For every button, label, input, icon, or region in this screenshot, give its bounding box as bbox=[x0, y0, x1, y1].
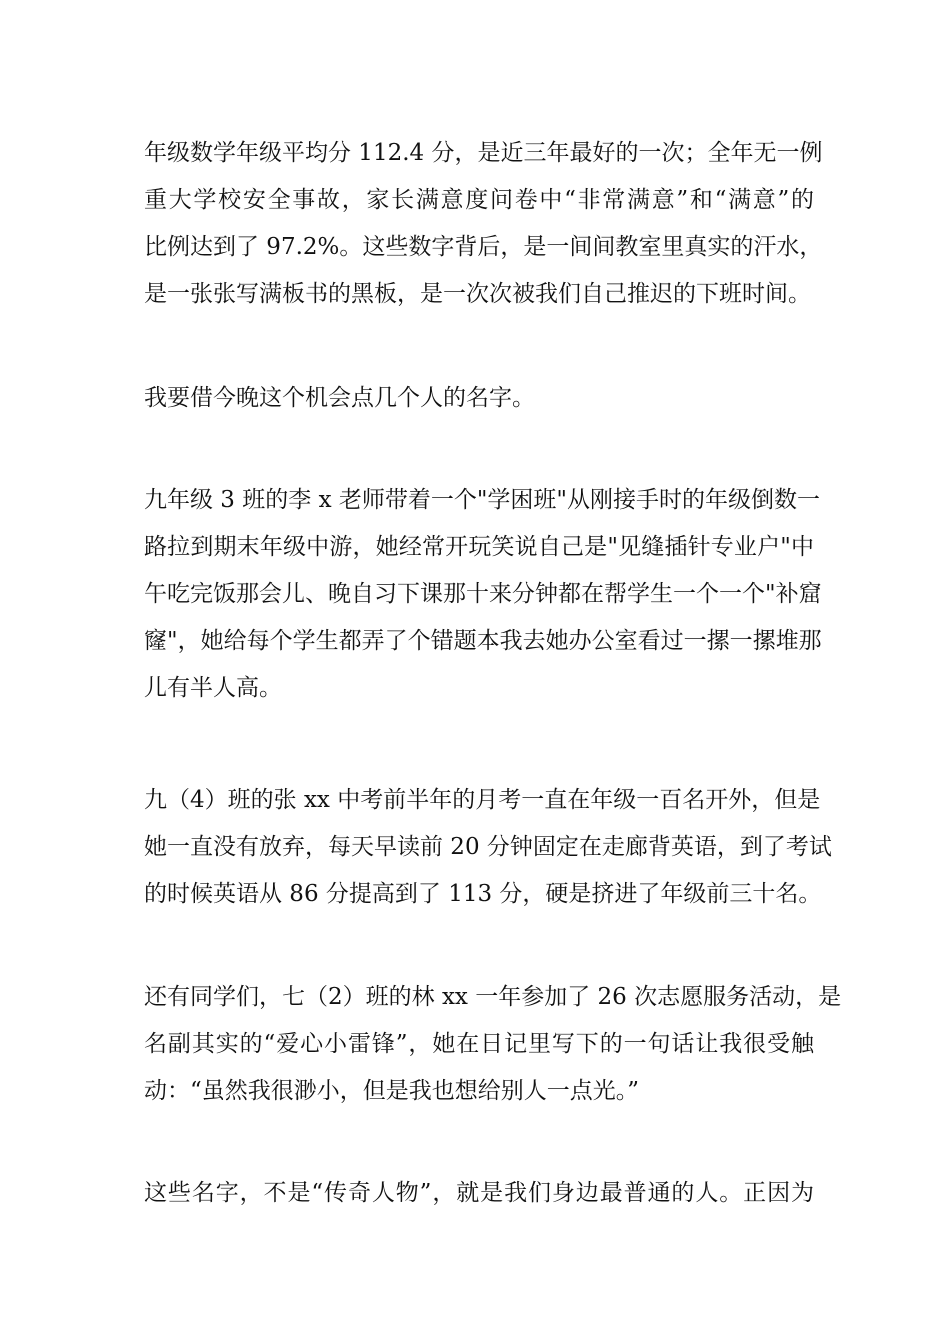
text-line: 九年级 3 班的李 x 老师带着一个"学困班"从刚接手时的年级倒数一 bbox=[144, 487, 821, 513]
text-line: 名副其实的“爱心小雷锋”，她在日记里写下的一句话让我很受触 bbox=[144, 1031, 814, 1057]
paragraph-closing bbox=[144, 1170, 814, 1217]
text-line: 年级数学年级平均分 112.4 分，是近三年最好的一次；全年无一例 bbox=[144, 140, 823, 166]
text-line: 路拉到期末年级中游，她经常开玩笑说自己是"见缝插针专业户"中 bbox=[144, 534, 814, 560]
text-line: 儿有半人高。 bbox=[144, 675, 282, 701]
text-line: 的时候英语从 86 分提高到了 113 分，硬是挤进了年级前三十名。 bbox=[144, 881, 822, 907]
text-line: 她一直没有放弃，每天早读前 20 分钟固定在走廊背英语，到了考试 bbox=[144, 834, 832, 860]
paragraph-names-intro bbox=[144, 375, 814, 422]
text-line: 重大学校安全事故，家长满意度问卷中“非常满意”和“满意”的 bbox=[144, 187, 814, 213]
text-line: 窿"，她给每个学生都弄了个错题本我去她办公室看过一摞一摞堆那 bbox=[144, 628, 822, 654]
text-line: 动：“虽然我很渺小，但是我也想给别人一点光。” bbox=[144, 1078, 640, 1104]
text-line: 是一张张写满板书的黑板，是一次次被我们自己推迟的下班时间。 bbox=[144, 281, 811, 307]
text-line: 午吃完饭那会儿、晚自习下课那十来分钟都在帮学生一个一个"补窟 bbox=[144, 581, 822, 607]
text-line: 九（4）班的张 xx 中考前半年的月考一直在年级一百名开外，但是 bbox=[144, 787, 821, 813]
text-line: 还有同学们，七（2）班的林 xx 一年参加了 26 次志愿服务活动，是 bbox=[144, 984, 842, 1010]
paragraph-student-lin bbox=[144, 974, 842, 1115]
text-line: 比例达到了 97.2%。这些数字背后，是一间间教室里真实的汗水， bbox=[144, 234, 823, 260]
text-line: 我要借今晚这个机会点几个人的名字。 bbox=[144, 385, 535, 411]
paragraph-teacher-li bbox=[144, 477, 822, 712]
text-line: 这些名字，不是“传奇人物”，就是我们身边最普通的人。正因为 bbox=[144, 1180, 814, 1206]
paragraph-statistics bbox=[144, 130, 823, 318]
paragraph-student-zhang bbox=[144, 777, 832, 918]
